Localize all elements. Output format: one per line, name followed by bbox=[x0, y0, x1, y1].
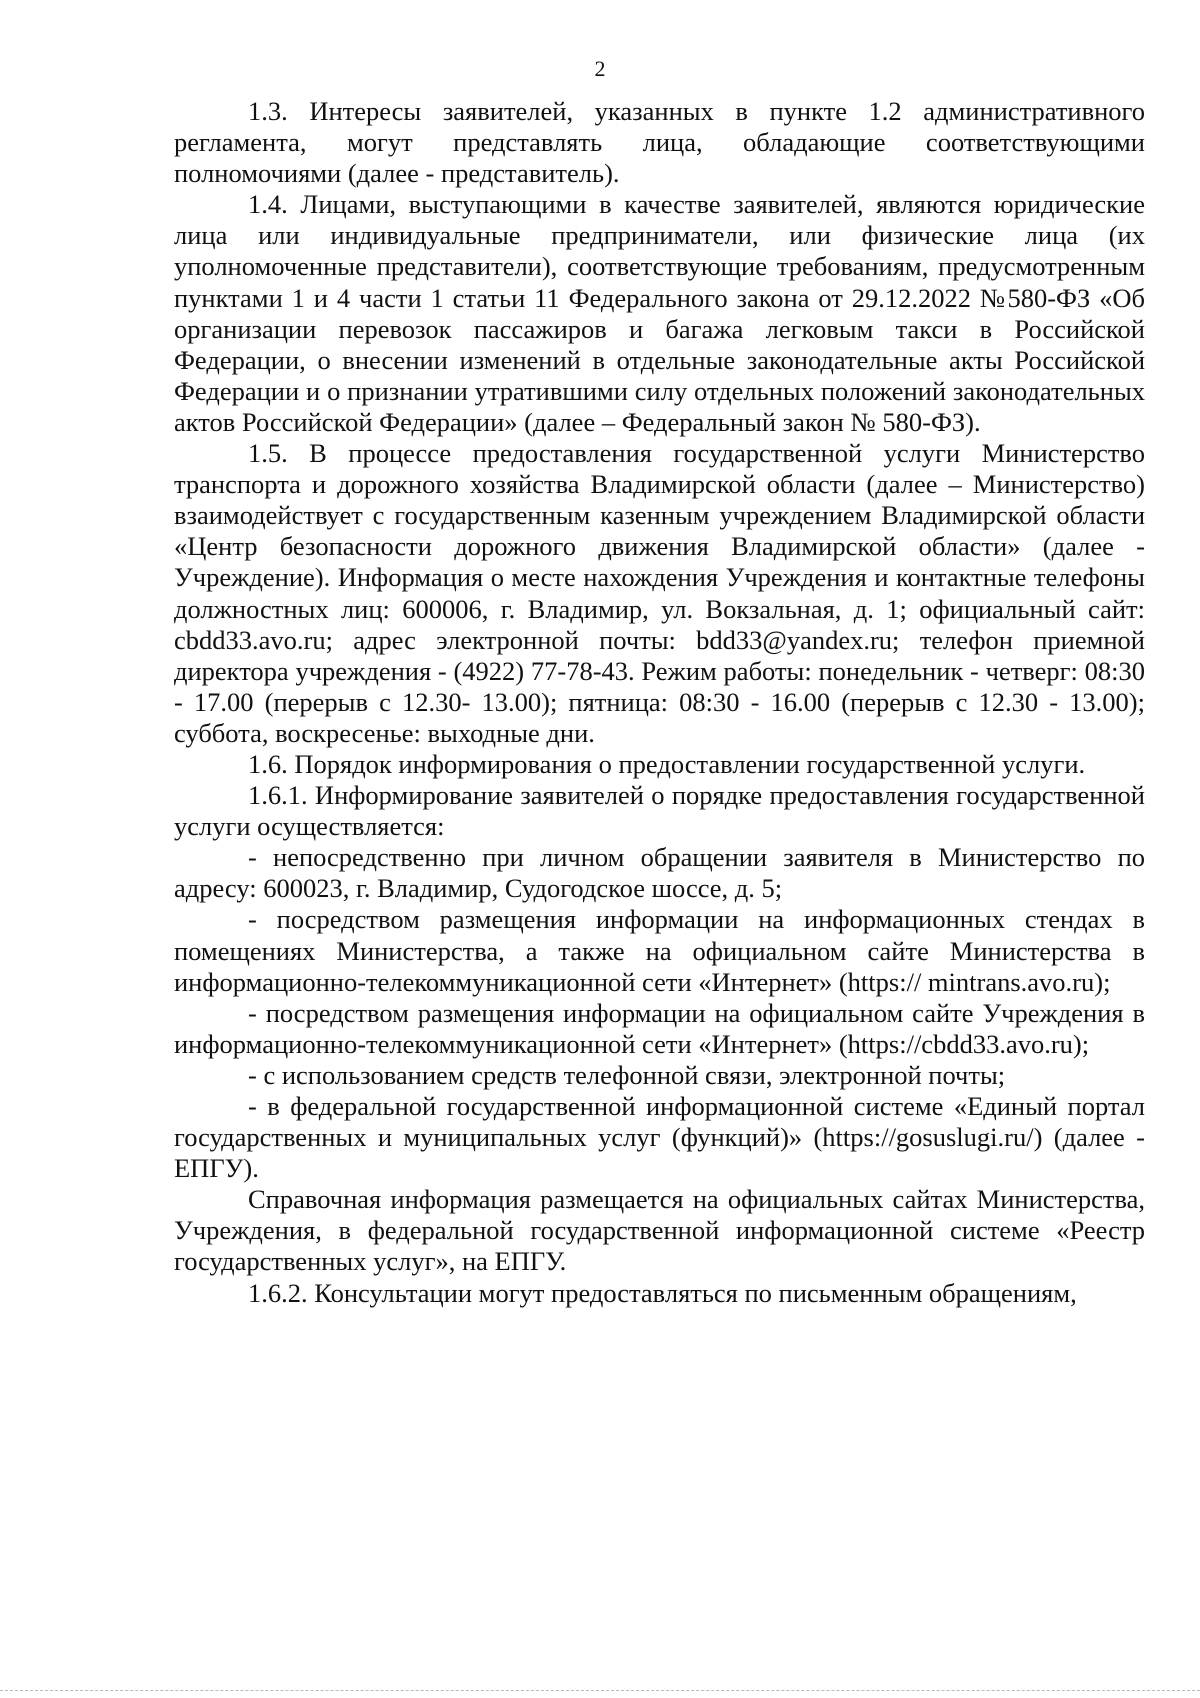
list-item-institution-website: - посредством размещения информации на официальном сайте Учреждения в информационно-телекоммуникационной сети «Интернет» (https://cbdd33.avo.ru); bbox=[174, 997, 1145, 1059]
list-item-phone-email: - с использованием средств телефонной связи, электронной почты; bbox=[248, 1059, 1006, 1090]
paragraph-1-5: 1.5. В процессе предоставления государственной услуги Министерство транспорта и дорожного хозяйства Владимирской области (далее – Министерство) взаимодействует с государственным казенным учреждением Владимирской области «Центр безопасности дорожного движения Владимирской области» (далее - Учреждение). Информация о месте нахождения Учреждения и контактные телефоны должностных лиц: 600006, г. Владимир, ул. Вокзальная, д. 1; официальный сайт: cbdd33.avo.ru; адрес электронной почты: bdd33@yandex.ru; телефон приемной директора учреждения - (4922) 77-78-43. Режим работы: понедельник - четверг: 08:30 - 17.00 (перерыв с 12.30- 13.00); пятница: 08:30 - 16.00 (перерыв с 12.30 - 13.00); суббота, воскресенье: выходные дни. bbox=[174, 438, 1145, 748]
page-number: 2 bbox=[594, 56, 606, 81]
document-body bbox=[174, 96, 1145, 1309]
list-item-epgu: - в федеральной государственной информационной системе «Единый портал государственных и муниципальных услуг (функций)» (https://gosuslugi.ru/) (далее - ЕПГУ). bbox=[174, 1091, 1145, 1184]
scan-edge-divider bbox=[0, 1690, 1200, 1691]
paragraph-1-6: 1.6. Порядок информирования о предоставлении государственной услуги. bbox=[248, 748, 1086, 779]
list-item-personal-visit: - непосредственно при личном обращении заявителя в Министерство по адресу: 600023, г. Владимир, Судогодское шоссе, д. 5; bbox=[174, 842, 1145, 904]
paragraph-1-4: 1.4. Лицами, выступающими в качестве заявителей, являются юридические лица или индивидуальные предприниматели, или физические лица (их уполномоченные представители), соответствующие требованиям, предусмотренным пунктами 1 и 4 части 1 статьи 11 Федерального закона от 29.12.2022 №580-ФЗ «Об организации перевозок пассажиров и багажа легковым такси в Российской Федерации, о внесении изменений в отдельные законодательные акты Российской Федерации и о признании утратившими силу отдельных положений законодательных актов Российской Федерации» (далее – Федеральный закон № 580-ФЗ). bbox=[174, 189, 1145, 437]
paragraph-1-6-2: 1.6.2. Консультации могут предоставляться по письменным обращениям, bbox=[248, 1277, 1077, 1308]
reference-info-paragraph: Справочная информация размещается на официальных сайтах Министерства, Учреждения, в федеральной государственной информационной системе «Реестр государственных услуг», на ЕПГУ. bbox=[174, 1184, 1145, 1277]
paragraph-1-3: 1.3. Интересы заявителей, указанных в пункте 1.2 административного регламента, могут представлять лица, обладающие соответствующими полномочиями (далее - представитель). bbox=[174, 96, 1145, 189]
paragraph-1-6-1: 1.6.1. Информирование заявителей о порядке предоставления государственной услуги осуществляется: bbox=[174, 780, 1145, 842]
list-item-ministry-website: - посредством размещения информации на информационных стендах в помещениях Министерства, а также на официальном сайте Министерства в информационно-телекоммуникационной сети «Интернет» (https:// mintrans.avo.ru); bbox=[174, 904, 1145, 997]
